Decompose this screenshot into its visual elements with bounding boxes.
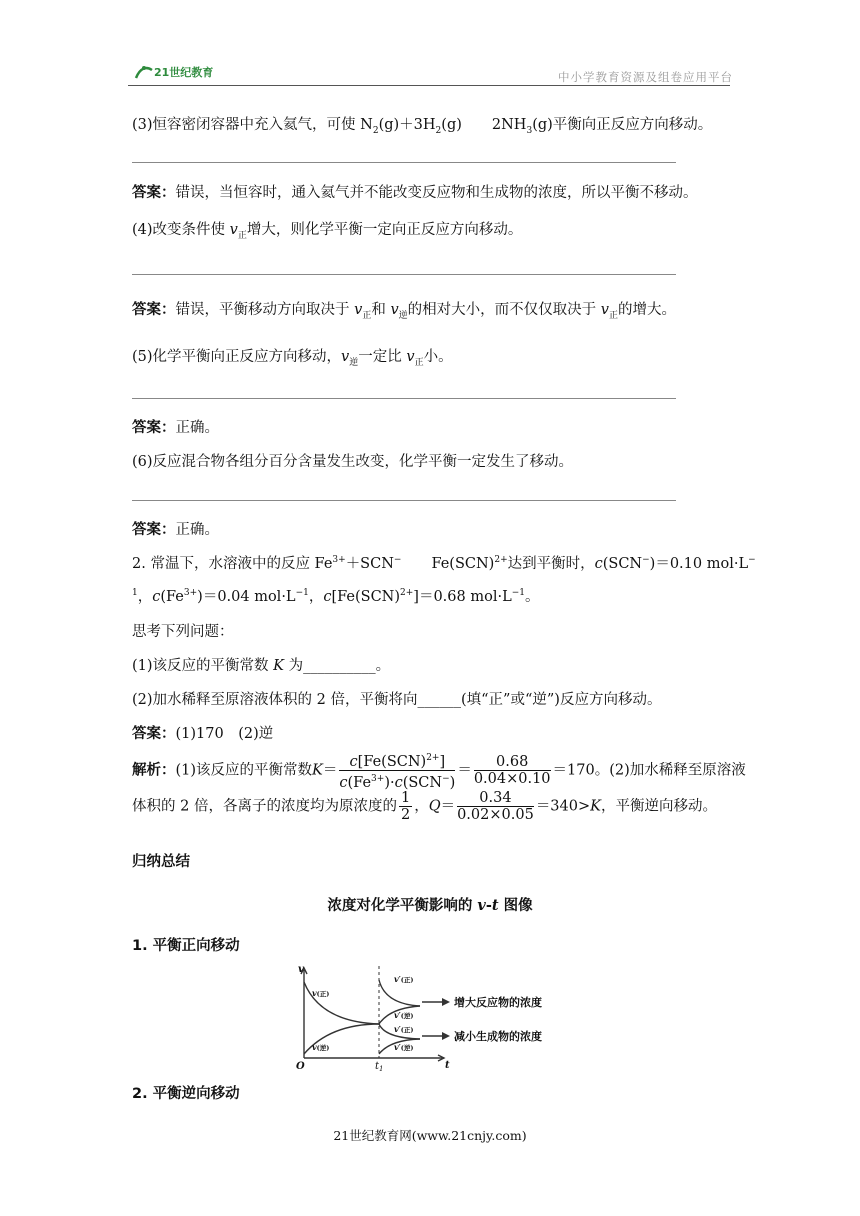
half-fraction: $\frac{1}{2}$ <box>400 790 411 823</box>
v-forward-label: v(正) <box>312 988 330 998</box>
label-decrease-product: 减小生成物的浓度 <box>454 1030 542 1043</box>
vp-forward-label-bottom: v′(正) <box>394 1024 414 1034</box>
question-2-sub1: (1)该反应的平衡常数 K 为__________。 <box>132 658 391 674</box>
chart-title: 浓度对化学平衡影响的 v-t 图像 <box>327 897 533 914</box>
answer-5: 答案：正确。 <box>132 420 219 436</box>
origin-label: O <box>296 1061 305 1072</box>
answer-4: 答案：错误，平衡移动方向取决于 $v_正$和 $v_逆$的相对大小，而不仅仅取决于 $v_正$的增大。 <box>132 302 676 321</box>
v-reverse-label: v(逆) <box>312 1042 330 1052</box>
summary-heading: 归纳总结 <box>132 854 190 870</box>
question-2-sub2: (2)加水稀释至原溶液体积的 2 倍，平衡将向______(填“正”或“逆”)反应方向移动。 <box>132 692 662 708</box>
arrowhead-bottom <box>442 1032 450 1040</box>
page-footer: 21世纪教育网(www.21cnjy.com) <box>333 1128 527 1143</box>
quotient-fraction: $\frac{0.34}{0.02\times 0.05}$ <box>457 790 534 823</box>
answer-6: 答案：正确。 <box>132 522 219 538</box>
vp-reverse-label-top: v′(逆) <box>394 1010 414 1020</box>
header-rule <box>128 85 730 86</box>
site-logo <box>134 64 214 84</box>
site-tagline: 中小学教育资源及组卷应用平台 <box>558 70 733 84</box>
label-increase-reactant: 增大反应物的浓度 <box>454 996 542 1009</box>
item-reverse-shift: 2. 平衡逆向移动 <box>132 1086 240 1102</box>
t1-label: $t_1$ <box>375 1061 384 1073</box>
question-5: (5)化学平衡向正反应方向移动，$v_逆$一定比 $v_正$小。 <box>132 349 453 368</box>
answer-blank-line <box>132 500 676 501</box>
vt-diagram <box>290 962 580 1074</box>
answer-blank-line <box>132 162 676 163</box>
question-3: (3)恒容密闭容器中充入氦气，可使 $N_2(g)+3H_2(g)$ $2NH_3(g)$平衡向正反应方向移动。 <box>132 117 713 136</box>
question-6: (6)反应混合物各组分百分含量发生改变，化学平衡一定发生了移动。 <box>132 454 574 470</box>
svg-text:21世纪教育: 21世纪教育 <box>154 66 214 79</box>
think-prompt: 思考下列问题： <box>132 624 234 640</box>
answer-blank-line <box>132 274 676 275</box>
question-4: (4)改变条件使 $v_正$增大，则化学平衡一定向正反应方向移动。 <box>132 222 523 241</box>
question-2-line1: 2. 常温下，水溶液中的反应 $Fe^{3+}+SCN^-$ Fe(SCN)$^{2+}$达到平衡时，c(SCN−)＝0.10 mol·L− <box>132 555 756 572</box>
answer-2: 答案：(1)170 (2)逆 <box>132 726 274 742</box>
vp-forward-label-top: v′(正) <box>394 974 414 984</box>
question-2-line2: $^1$，$c(Fe^{3+})=0.04$ $mol\cdot L^{-1}$，c[Fe(SCN)$^{2+}$]＝0.68 $mol\cdot L^{-1}$。 <box>132 588 540 605</box>
analysis-line1: 解析：(1)该反应的平衡常数K＝ $\frac{c[Fe(SCN)^{2+}]}{c(Fe^{3+})\cdot c(SCN^-)}$ ＝ $\frac{0.68}{0.04\times 0.10}$ ＝170。(2)加水稀释至原溶液 <box>132 750 746 791</box>
answer-3: 答案：错误，当恒容时，通入氦气并不能改变反应物和生成物的浓度，所以平衡不移动。 <box>132 185 698 201</box>
numeric-fraction: $\frac{0.68}{0.04\times 0.10}$ <box>473 753 551 787</box>
analysis-line2: 体积的 2 倍，各离子的浓度均为原浓度的 $\frac{1}{2}$ ，Q＝ $\frac{0.34}{0.02\times 0.05}$ ＝340>K，平衡逆向移动。 <box>132 790 717 823</box>
equilibrium-constant-fraction: $\frac{c[Fe(SCN)^{2+}]}{c(Fe^{3+})\cdot c(SCN^-)}$ <box>339 750 455 791</box>
answer-blank-line <box>132 398 676 399</box>
arrowhead-top <box>442 998 450 1006</box>
y-axis-label: v <box>298 964 304 975</box>
item-forward-shift: 1. 平衡正向移动 <box>132 938 240 954</box>
vp-reverse-label-bottom: v′(逆) <box>394 1042 414 1052</box>
x-axis-label: t <box>445 1060 450 1071</box>
